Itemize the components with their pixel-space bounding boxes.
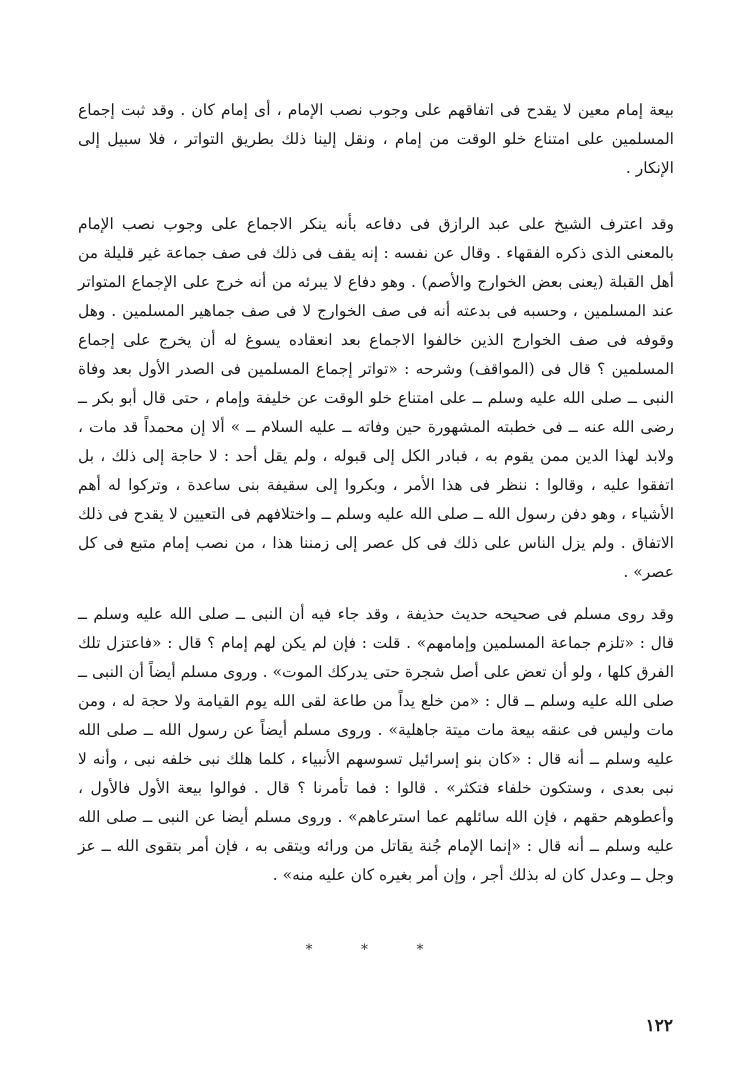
paragraph-2: وقد اعترف الشيخ على عبد الرازق فى دفاعه بأنه ينكر الاجماع على وجوب نصب الإمام بالمعنى الذى ذكره الفقهاء . وقال عن نفسه : إنه يقف فى ذلك فى صف جماعة غير قليلة من أهل القبلة (يعنى بعض الخوارج والأصم) . وهو دفاع لا يبرئه من أنه خرج على الإجماع المتواتر عند المسلمين ، وحسبه فى بدعته أنه فى صف الخوارج لا فى صف جماهير المسلمين . وهل وقوفه فى صف الخوارج الذين خالفوا الاجماع بعد انعقاده يسوغ له أن يخرج على إجماع المسلمين ؟ قال فى (المواقف) وشرحه : «تواتر إجماع المسلمين فى الصدر الأول بعد وفاة النبى ــ صلى الله عليه وسلم ــ على امتناع خلو الوقت عن خليفة وإمام ، حتى قال أبو بكر ــ رضى الله عنه ــ فى خطبته المشهورة حين وفاته ــ عليه السلام ــ » ألا إن محمداً قد مات ، ولابد لهذا الدين ممن يقوم به ، فبادر الكل إلى قبوله ، ولم يقل أحد : لا حاجة إلى ذلك ، بل اتفقوا عليه ، وقالوا : ننظر فى هذا الأمر ، وبكروا إلى سقيفة بنى ساعدة ، وتركوا له أهم الأشياء ، وهو دفن رسول الله ــ صلى الله عليه وسلم ــ واختلافهم فى التعيين لا يقدح فى ذلك الاتفاق . ولم يزل الناس على ذلك فى كل عصر إلى زمننا هذا ، من نصب إمام متبع فى كل عصر» . xyxy=(78,215,674,581)
paragraph-1: بيعة إمام معين لا يقدح فى اتفاقهم على وجوب نصب الإمام ، أى إمام كان . وقد ثبت إجماع المسلمين على امتناع خلو الوقت من إمام ، ونقل إلينا ذلك بطريق التواتر ، فلا سبيل إلى الإنكار . xyxy=(78,101,674,177)
paragraph-3: وقد روى مسلم فى صحيحه حديث حذيفة ، وقد جاء فيه أن النبى ــ صلى الله عليه وسلم ــ قال : «تلزم جماعة المسلمين وإمامهم» . قلت : فإن لم يكن لهم إمام ؟ قال : «فاعتزل تلك الفرق كلها ، ولو أن تعض على أصل شجرة حتى يدركك الموت» . وروى مسلم أيضاً أن النبى ــ صلى الله عليه وسلم ــ قال : «من خلع يداً من طاعة لقى الله يوم القيامة ولا حجة له ، ومن مات وليس فى عنقه بيعة مات ميتة جاهلية» . وروى مسلم أيضاً عن رسول الله ــ صلى الله عليه وسلم ــ أنه قال : «كان بنو إسرائيل تسوسهم الأنبياء ، كلما هلك نبى خلفه نبى ، وأنه لا نبى بعدى ، وستكون خلفاء فتكثر» . قالوا : فما تأمرنا ؟ قال . فوالوا بيعة الأول فالأول ، وأعطوهم حقهم ، فإن الله سائلهم عما استرعاهم» . وروى مسلم أيضا عن النبى ــ صلى الله عليه وسلم ــ أنه قال : «إنما الإمام جُنة يقاتل من ورائه ويتقى به ، فإن أمر بتقوى الله ــ عز وجل ــ وعدل كان له بذلك أجر ، وإن أمر بغيره كان عليه منه» . xyxy=(78,605,674,884)
section-separator: * * * xyxy=(305,942,446,958)
page-number: ١٢٢ xyxy=(645,1016,673,1036)
